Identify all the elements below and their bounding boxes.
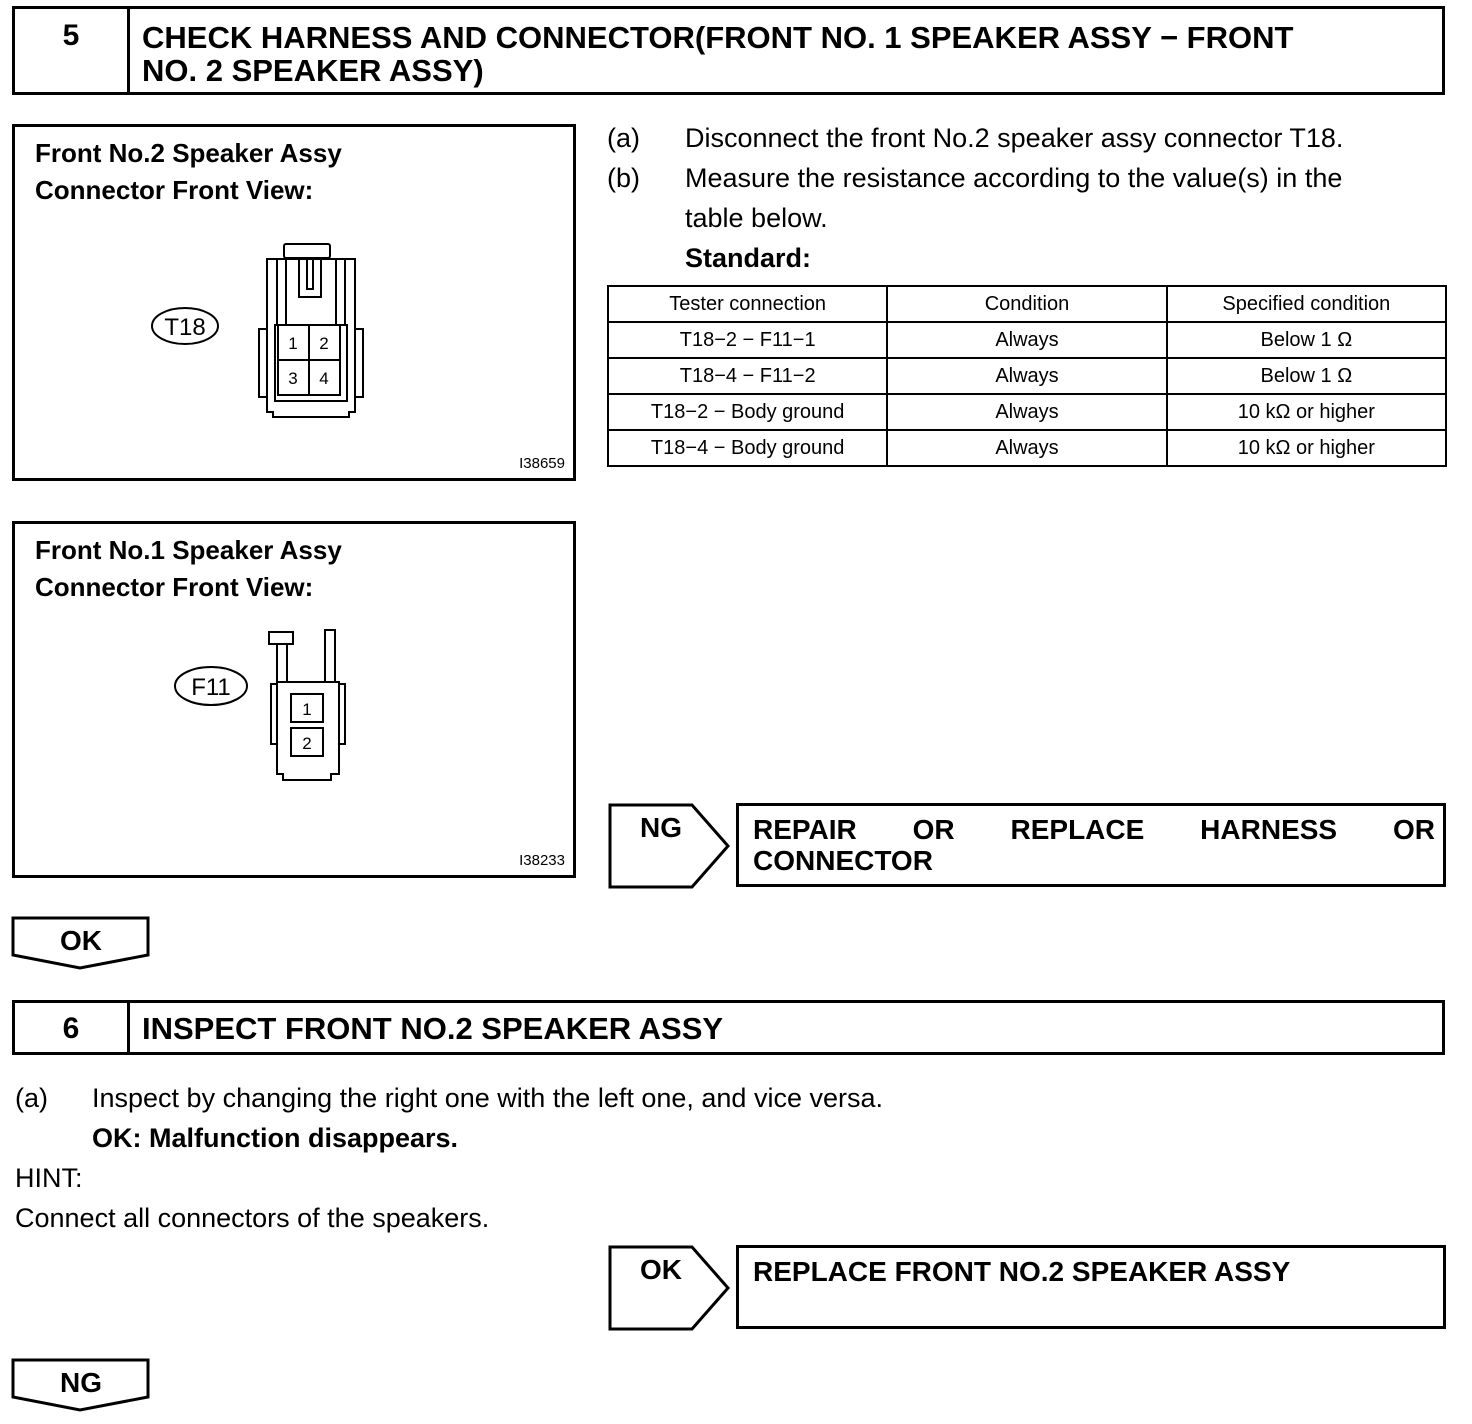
step-title-line1: CHECK HARNESS AND CONNECTOR(FRONT NO. 1 SPEAKER ASSY − FRONT — [142, 20, 1294, 55]
ok-result-box — [736, 1245, 1446, 1329]
figure-id: I38659 — [519, 455, 565, 472]
pin-1: 1 — [302, 700, 312, 719]
ok-result-text: REPLACE FRONT NO.2 SPEAKER ASSY — [753, 1256, 1291, 1287]
ng-label: NG — [640, 812, 682, 843]
table-cell: 10 kΩ or higher — [1167, 394, 1446, 430]
table-cell: Always — [887, 394, 1166, 430]
spec-table — [607, 285, 1447, 467]
step-title: INSPECT FRONT NO.2 SPEAKER ASSY — [142, 1011, 724, 1046]
step-title-line2: NO. 2 SPEAKER ASSY) — [142, 53, 484, 88]
step-number: 6 — [15, 1003, 130, 1052]
step-number: 5 — [15, 9, 130, 92]
pin-2: 2 — [302, 734, 312, 753]
step-6-header — [12, 1000, 1445, 1055]
ng-result-line1: REPAIR OR REPLACE HARNESS OR — [753, 814, 1435, 845]
hint-label: HINT: — [15, 1163, 83, 1193]
table-header: Specified condition — [1167, 286, 1446, 322]
standard-label: Standard: — [685, 243, 812, 273]
table-header: Condition — [887, 286, 1166, 322]
ng-result-box — [736, 803, 1446, 887]
table-cell: Always — [887, 430, 1166, 466]
ok-label: OK — [60, 925, 102, 956]
figure-title-line2: Connector Front View: — [35, 572, 314, 602]
table-cell: Always — [887, 322, 1166, 358]
table-header-row — [608, 286, 1446, 322]
table-cell: T18−4 − F11−2 — [608, 358, 887, 394]
figure-id: I38233 — [519, 852, 565, 869]
ok-condition: OK: Malfunction disappears. — [92, 1123, 459, 1153]
table-cell: Below 1 Ω — [1167, 322, 1446, 358]
step-title — [142, 21, 1432, 87]
figure-title-line1: Front No.2 Speaker Assy — [35, 138, 342, 168]
ng-label: NG — [60, 1367, 102, 1398]
hint-text: Connect all connectors of the speakers. — [15, 1203, 490, 1233]
connector-label: T18 — [164, 314, 206, 341]
table-cell: T18−2 − F11−1 — [608, 322, 887, 358]
item-label: (b) — [607, 163, 640, 193]
table-cell: T18−4 − Body ground — [608, 430, 887, 466]
item-text-line2: table below. — [685, 203, 828, 233]
figure-title-line2: Connector Front View: — [35, 175, 314, 205]
table-cell: Below 1 Ω — [1167, 358, 1446, 394]
table-cell: T18−2 − Body ground — [608, 394, 887, 430]
table-row — [608, 358, 1446, 394]
item-label: (a) — [15, 1083, 48, 1113]
f11-connector-diagram — [15, 524, 573, 875]
figure-front-no2-connector — [12, 124, 576, 481]
table-row — [608, 394, 1446, 430]
table-row — [608, 430, 1446, 466]
pin-3: 3 — [288, 369, 298, 388]
ng-result-line2: CONNECTOR — [753, 845, 933, 876]
connector-label: F11 — [191, 674, 231, 701]
table-row — [608, 322, 1446, 358]
item-text: Disconnect the front No.2 speaker assy connector T18. — [685, 123, 1344, 153]
figure-title-line1: Front No.1 Speaker Assy — [35, 535, 342, 565]
t18-connector-diagram — [15, 127, 573, 478]
pin-4: 4 — [319, 369, 329, 388]
step-5-header — [12, 6, 1445, 95]
item-text-line1: Measure the resistance according to the value(s) in the — [685, 163, 1343, 193]
table-cell: 10 kΩ or higher — [1167, 430, 1446, 466]
item-text: Inspect by changing the right one with the left one, and vice versa. — [92, 1083, 883, 1113]
table-header: Tester connection — [608, 286, 887, 322]
table-cell: Always — [887, 358, 1166, 394]
ok-label: OK — [640, 1254, 682, 1285]
figure-front-no1-connector — [12, 521, 576, 878]
pin-2: 2 — [319, 334, 329, 353]
item-label: (a) — [607, 123, 640, 153]
pin-1: 1 — [288, 334, 298, 353]
